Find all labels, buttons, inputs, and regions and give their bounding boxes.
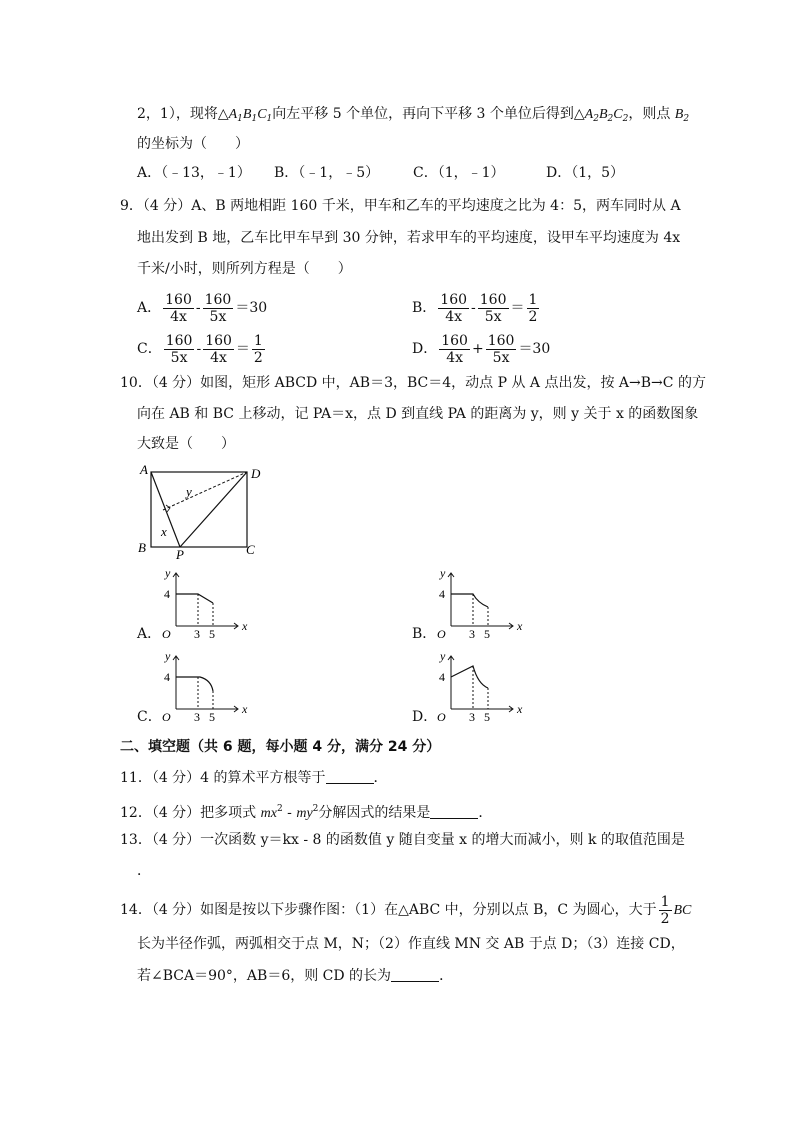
rectangle-figure: [130, 460, 270, 560]
q10-graph-option-a: A．: [137, 626, 162, 642]
svg-text:4: 4: [439, 670, 445, 684]
graph-a: [158, 563, 253, 639]
svg-text:y: y: [165, 566, 171, 580]
q9-line3: 千米/小时，则所列方程是（ ）: [137, 261, 352, 277]
q8-line2: 的坐标为（ ）: [137, 136, 249, 152]
section-heading: 二、填空题（共 6 题，每小题 4 分，满分 24 分）: [120, 739, 441, 755]
svg-text:4: 4: [164, 670, 170, 684]
q12-blank[interactable]: [430, 804, 478, 819]
svg-text:5: 5: [209, 710, 215, 722]
q9-line1: 9．（4 分）A、B 两地相距 160 千米，甲车和乙车的平均速度之比为 4：5，两车同时从 A: [120, 198, 681, 214]
q9-line2: 地出发到 B 地，乙车比甲车早到 30 分钟，若求甲车的平均速度，设甲车平均速度为 4x: [137, 230, 681, 246]
q11: 11．（4 分）4 的算术平方根等于 ．: [120, 770, 388, 786]
q14-blank[interactable]: [391, 967, 439, 982]
svg-text:y: y: [440, 566, 446, 580]
graph-c: [158, 646, 253, 722]
q9-option-d: D． $\frac{160}{4x}$ + $\frac{160}{5x}$ ＝30: [412, 332, 551, 366]
q10-graph-option-d: D．: [412, 709, 438, 725]
q8-line1: 2，1），现将$\triangle A_1B_1C_1$向左平移 5 个单位，再向下平移 3 个单位后得到$\triangle A_2B_2C_2$，则点 $B_2$: [137, 106, 690, 124]
q14-line1: 14．（4 分）如图是按以下步骤作图：（1）在△ABC 中，分别以点 B，C 为圆心，大于 $\frac{1}{2}$ BC: [120, 893, 692, 927]
svg-text:x: x: [517, 619, 523, 633]
svg-text:x: x: [242, 619, 248, 633]
q14-line3: 若∠BCA＝90°，AB＝6，则 CD 的长为 ．: [137, 968, 454, 984]
q11-blank[interactable]: [326, 769, 374, 784]
q8-option-b: B．（﹣1，﹣5）: [274, 165, 380, 181]
graph-d: [433, 646, 528, 722]
svg-text:y: y: [440, 649, 446, 663]
label-p: P: [176, 547, 184, 560]
q10-graph-option-c: C．: [137, 709, 162, 725]
q8-option-a: A．（﹣13，﹣1）: [137, 165, 251, 181]
q10-line2: 向在 AB 和 BC 上移动，记 PA＝x，点 D 到直线 PA 的距离为 y，则 y 关于 x 的函数图象: [137, 406, 699, 422]
svg-text:4: 4: [164, 587, 170, 601]
q10-line3: 大致是（ ）: [137, 436, 235, 452]
svg-text:O: O: [437, 627, 446, 639]
q14-line2: 长为半径作弧，两弧相交于点 M，N；（2）作直线 MN 交 AB 于点 D；（3）连接 CD，: [137, 936, 685, 952]
q13-line1: 13．（4 分）一次函数 y＝kx - 8 的函数值 y 随自变量 x 的增大而减小，则 k 的取值范围是: [120, 832, 685, 848]
svg-text:x: x: [517, 702, 523, 716]
svg-text:O: O: [162, 710, 171, 722]
q8-option-d: D．（1，5）: [546, 165, 625, 181]
svg-text:O: O: [437, 710, 446, 722]
svg-text:5: 5: [209, 627, 215, 639]
q9-option-c: C． $\frac{160}{5x}$ - $\frac{160}{4x}$ ＝ $\frac{1}{2}$: [137, 332, 263, 366]
svg-text:3: 3: [194, 627, 200, 639]
svg-text:3: 3: [469, 710, 475, 722]
label-b: B: [138, 540, 146, 555]
label-x: x: [161, 524, 167, 539]
svg-text:O: O: [162, 627, 171, 639]
q12: 12．（4 分）把多项式 $mx^2 - my^2$分解因式的结果是 ．: [120, 804, 493, 821]
q10-line1: 10．（4 分）如图，矩形 ABCD 中，AB＝3，BC＝4，动点 P 从 A 点出发，按 A→B→C 的方: [120, 375, 706, 391]
svg-text:3: 3: [194, 710, 200, 722]
q13-line2: ．: [137, 863, 151, 879]
q9-option-a: A． $\frac{160}{4x}$ - $\frac{160}{5x}$ ＝30: [137, 291, 268, 325]
svg-text:x: x: [242, 702, 248, 716]
svg-text:5: 5: [484, 627, 490, 639]
svg-text:4: 4: [439, 587, 445, 601]
svg-text:5: 5: [484, 710, 490, 722]
q8-option-c: C．（1，﹣1）: [413, 165, 505, 181]
svg-text:3: 3: [469, 627, 475, 639]
label-d: D: [251, 466, 261, 481]
q9-option-b: B． $\frac{160}{4x}$ - $\frac{160}{5x}$ ＝ $\frac{1}{2}$: [412, 291, 538, 325]
label-a: A: [140, 462, 148, 477]
label-y: y: [186, 484, 192, 499]
svg-text:y: y: [165, 649, 171, 663]
label-c: C: [246, 542, 255, 557]
graph-b: [433, 563, 528, 639]
q10-graph-option-b: B．: [412, 626, 437, 642]
